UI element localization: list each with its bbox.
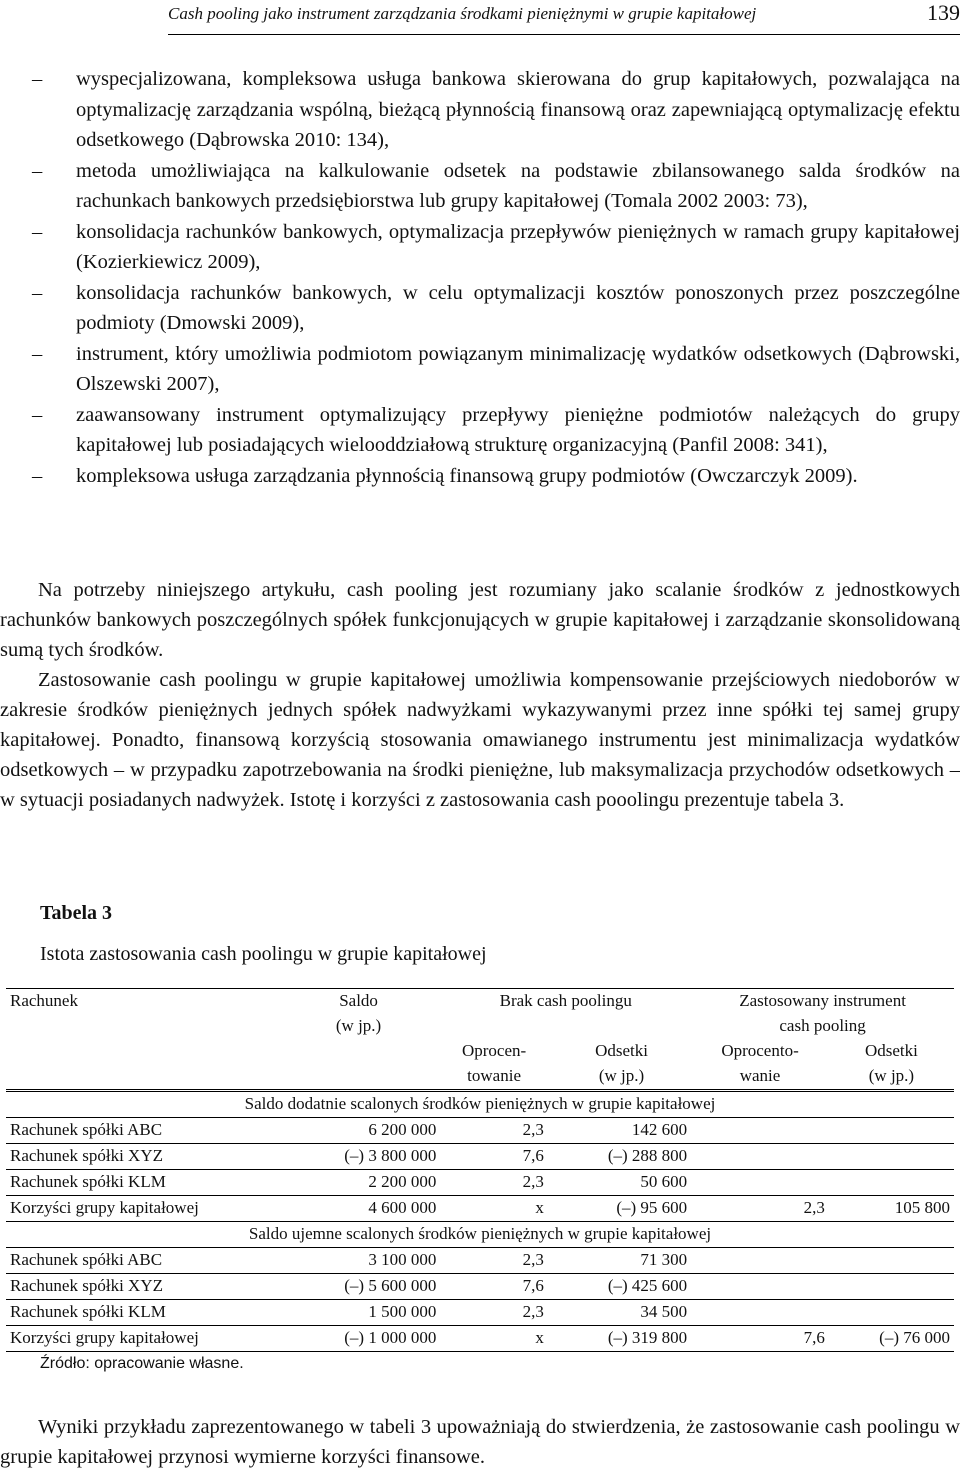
cell-interest-2	[829, 1248, 954, 1274]
dash-marker: –	[32, 68, 43, 90]
list-item-text: metoda umożliwiająca na kalkulowanie odsetek na podstawie zbilansowanego salda środków na rachunkach bankowych przedsiębiorstwa lub grupy kapitałowej (Tomala 2002 2003: 73),	[76, 159, 960, 212]
table-row	[6, 1274, 954, 1300]
table-row	[6, 1170, 954, 1196]
cell-interest: (–) 95 600	[552, 1196, 691, 1222]
header-interest-2: Odsetki	[864, 1041, 918, 1060]
list-item-text: konsolidacja rachunków bankowych, optymalizacja przepływów pieniężnych w ramach grupy kapitałowej (Kozierkiewicz 2009),	[76, 220, 960, 273]
list-item	[0, 278, 960, 339]
page-number: 139	[927, 0, 960, 25]
table-title: Tabela 3	[40, 902, 113, 924]
header-with-pool-name: cash pooling	[779, 1016, 866, 1035]
cell-rate: x	[440, 1196, 552, 1222]
cell-account: Rachunek spółki ABC	[6, 1248, 277, 1274]
table-header-row	[6, 1064, 954, 1091]
cell-rate: 2,3	[440, 1118, 552, 1144]
header-rate-2: Oprocento-	[721, 1041, 799, 1060]
header-interest-2-unit: (w jp.)	[829, 1064, 954, 1091]
section-label: Saldo ujemne scalonych środków pieniężnych w grupie kapitałowej	[6, 1222, 954, 1248]
running-title: Cash pooling jako instrument zarządzania środkami pieniężnymi w grupie kapitałowej	[168, 4, 757, 23]
header-rule	[168, 34, 960, 35]
list-item	[0, 339, 960, 400]
cell-account: Korzyści grupy kapitałowej	[6, 1326, 277, 1352]
header-with-pool: Zastosowany instrument	[691, 989, 954, 1015]
table-row	[6, 1248, 954, 1274]
section-row	[6, 1091, 954, 1118]
cell-rate: 2,3	[440, 1300, 552, 1326]
cell-interest-2	[829, 1118, 954, 1144]
list-item-text: zaawansowany instrument optymalizujący przepływy pieniężne podmiotów należących do grupy kapitałowej lub posiadających wielooddziałową strukturę organizacyjną (Panfil 2008: 341),	[76, 403, 960, 456]
cell-interest: (–) 319 800	[552, 1326, 691, 1352]
cell-rate: x	[440, 1326, 552, 1352]
cell-balance: (–) 5 600 000	[277, 1274, 441, 1300]
cell-interest: 50 600	[552, 1170, 691, 1196]
dash-marker: –	[32, 220, 43, 243]
section-row	[6, 1222, 954, 1248]
table-header-row	[6, 989, 954, 1015]
table-header-row	[6, 1014, 954, 1039]
cell-rate-2: 7,6	[691, 1326, 829, 1352]
table-caption: Istota zastosowania cash poolingu w grupie kapitałowej	[40, 943, 487, 965]
list-item	[0, 156, 960, 217]
dash-marker: –	[32, 464, 43, 487]
body-paragraph: Wyniki przykładu zaprezentowanego w tabeli 3 upoważniają do stwierdzenia, że zastosowanie cash poolingu w grupie kapitałowej przynosi wymierne korzyści finansowe.	[0, 1416, 960, 1468]
header-rate-cont: towanie	[440, 1064, 552, 1091]
dash-marker: –	[32, 403, 43, 426]
cell-interest-2	[829, 1144, 954, 1170]
cell-interest-2	[829, 1300, 954, 1326]
header-balance: Saldo	[277, 989, 441, 1015]
cell-interest-2: 105 800	[829, 1196, 954, 1222]
list-item	[0, 64, 960, 156]
cell-rate-2	[691, 1248, 829, 1274]
header-rate: Oprocen-	[461, 1041, 527, 1060]
list-item	[0, 217, 960, 278]
body-paragraph: Zastosowanie cash poolingu w grupie kapitałowej umożliwia kompensowanie przejściowych niedoborów w zakresie środków pieniężnych jednych spółek nadwyżkami wykazywanymi przez inne spółki tej samej grupy kapitałowej. Ponadto, finansową korzyścią stosowania omawianego instrumentu jest minimalizacja wydatków odsetkowych – w przypadku zapotrzebowania na środki pieniężne, lub maksymalizacja przychodów odsetkowych – w sytuacji posiadanych nadwyżek. Istotę i korzyści z zastosowania cash pooolingu prezentuje tabela 3.	[0, 669, 960, 811]
cell-rate-2	[691, 1274, 829, 1300]
list-item	[0, 400, 960, 461]
cell-interest-2: (–) 76 000	[829, 1326, 954, 1352]
header-rate-2-cont: wanie	[691, 1064, 829, 1091]
cell-interest: 71 300	[552, 1248, 691, 1274]
list-item-text: konsolidacja rachunków bankowych, w celu optymalizacji kosztów ponoszonych przez poszczególne podmioty (Dmowski 2009),	[76, 281, 960, 334]
table-row	[6, 1144, 954, 1170]
cell-account: Rachunek spółki KLM	[6, 1170, 277, 1196]
table-row	[6, 1196, 954, 1222]
cell-account: Rachunek spółki XYZ	[6, 1274, 277, 1300]
cell-rate-2	[691, 1170, 829, 1196]
table-source-note: Źródło: opracowanie własne.	[40, 1355, 244, 1372]
list-item	[0, 461, 960, 492]
header-no-pool: Brak cash poolingu	[440, 989, 691, 1015]
cell-account: Rachunek spółki ABC	[6, 1118, 277, 1144]
cell-rate-2	[691, 1118, 829, 1144]
cell-interest: 34 500	[552, 1300, 691, 1326]
cell-rate: 2,3	[440, 1170, 552, 1196]
cell-interest: 142 600	[552, 1118, 691, 1144]
cell-balance: 1 500 000	[277, 1300, 441, 1326]
cell-rate: 7,6	[440, 1274, 552, 1300]
data-table	[6, 988, 954, 1352]
section-label: Saldo dodatnie scalonych środków pieniężnych w grupie kapitałowej	[6, 1091, 954, 1118]
cell-balance: 3 100 000	[277, 1248, 441, 1274]
cell-account: Rachunek spółki KLM	[6, 1300, 277, 1326]
header-balance-unit: (w jp.)	[335, 1016, 382, 1035]
cell-balance: (–) 1 000 000	[277, 1326, 441, 1352]
cell-rate-2: 2,3	[691, 1196, 829, 1222]
cell-interest-2	[829, 1170, 954, 1196]
table-row	[6, 1326, 954, 1352]
definition-list	[0, 64, 960, 491]
list-item-text: wyspecjalizowana, kompleksowa usługa bankowa skierowana do grup kapitałowych, pozwalająca na optymalizację zarządzania wspólną, bieżącą płynnością finansową oraz zapewniającą optymalizację efektu odsetkowego (Dąbrowska 2010: 134),	[76, 68, 960, 151]
cell-balance: 6 200 000	[277, 1118, 441, 1144]
cell-balance: (–) 3 800 000	[277, 1144, 441, 1170]
header-account: Rachunek	[6, 989, 277, 1015]
body-paragraph: Na potrzeby niniejszego artykułu, cash pooling jest rozumiany jako scalanie środków z jednostkowych rachunków bankowych poszczególnych spółek funkcjonujących w grupie kapitałowej i zarządzanie skonsolidowaną sumą tych środków.	[0, 579, 960, 661]
cell-rate: 2,3	[440, 1248, 552, 1274]
cell-balance: 2 200 000	[277, 1170, 441, 1196]
cell-rate-2	[691, 1144, 829, 1170]
running-header	[0, 0, 960, 38]
list-item-text: kompleksowa usługa zarządzania płynnością finansową grupy podmiotów (Owczarczyk 2009).	[76, 464, 858, 487]
header-interest-unit: (w jp.)	[552, 1064, 691, 1091]
cell-interest-2	[829, 1274, 954, 1300]
dash-marker: –	[32, 159, 43, 182]
cell-interest: (–) 288 800	[552, 1144, 691, 1170]
cell-rate-2	[691, 1300, 829, 1326]
dash-marker: –	[32, 281, 43, 304]
cell-account: Rachunek spółki XYZ	[6, 1144, 277, 1170]
cell-account: Korzyści grupy kapitałowej	[6, 1196, 277, 1222]
table-row	[6, 1300, 954, 1326]
cell-balance: 4 600 000	[277, 1196, 441, 1222]
dash-marker: –	[32, 342, 43, 365]
header-interest: Odsetki	[595, 1041, 648, 1060]
table-header-row	[6, 1039, 954, 1064]
cell-interest: (–) 425 600	[552, 1274, 691, 1300]
table-row	[6, 1118, 954, 1144]
cell-rate: 7,6	[440, 1144, 552, 1170]
list-item-text: instrument, który umożliwia podmiotom powiązanym minimalizację wydatków odsetkowych (Dąbrowski, Olszewski 2007),	[76, 342, 960, 395]
